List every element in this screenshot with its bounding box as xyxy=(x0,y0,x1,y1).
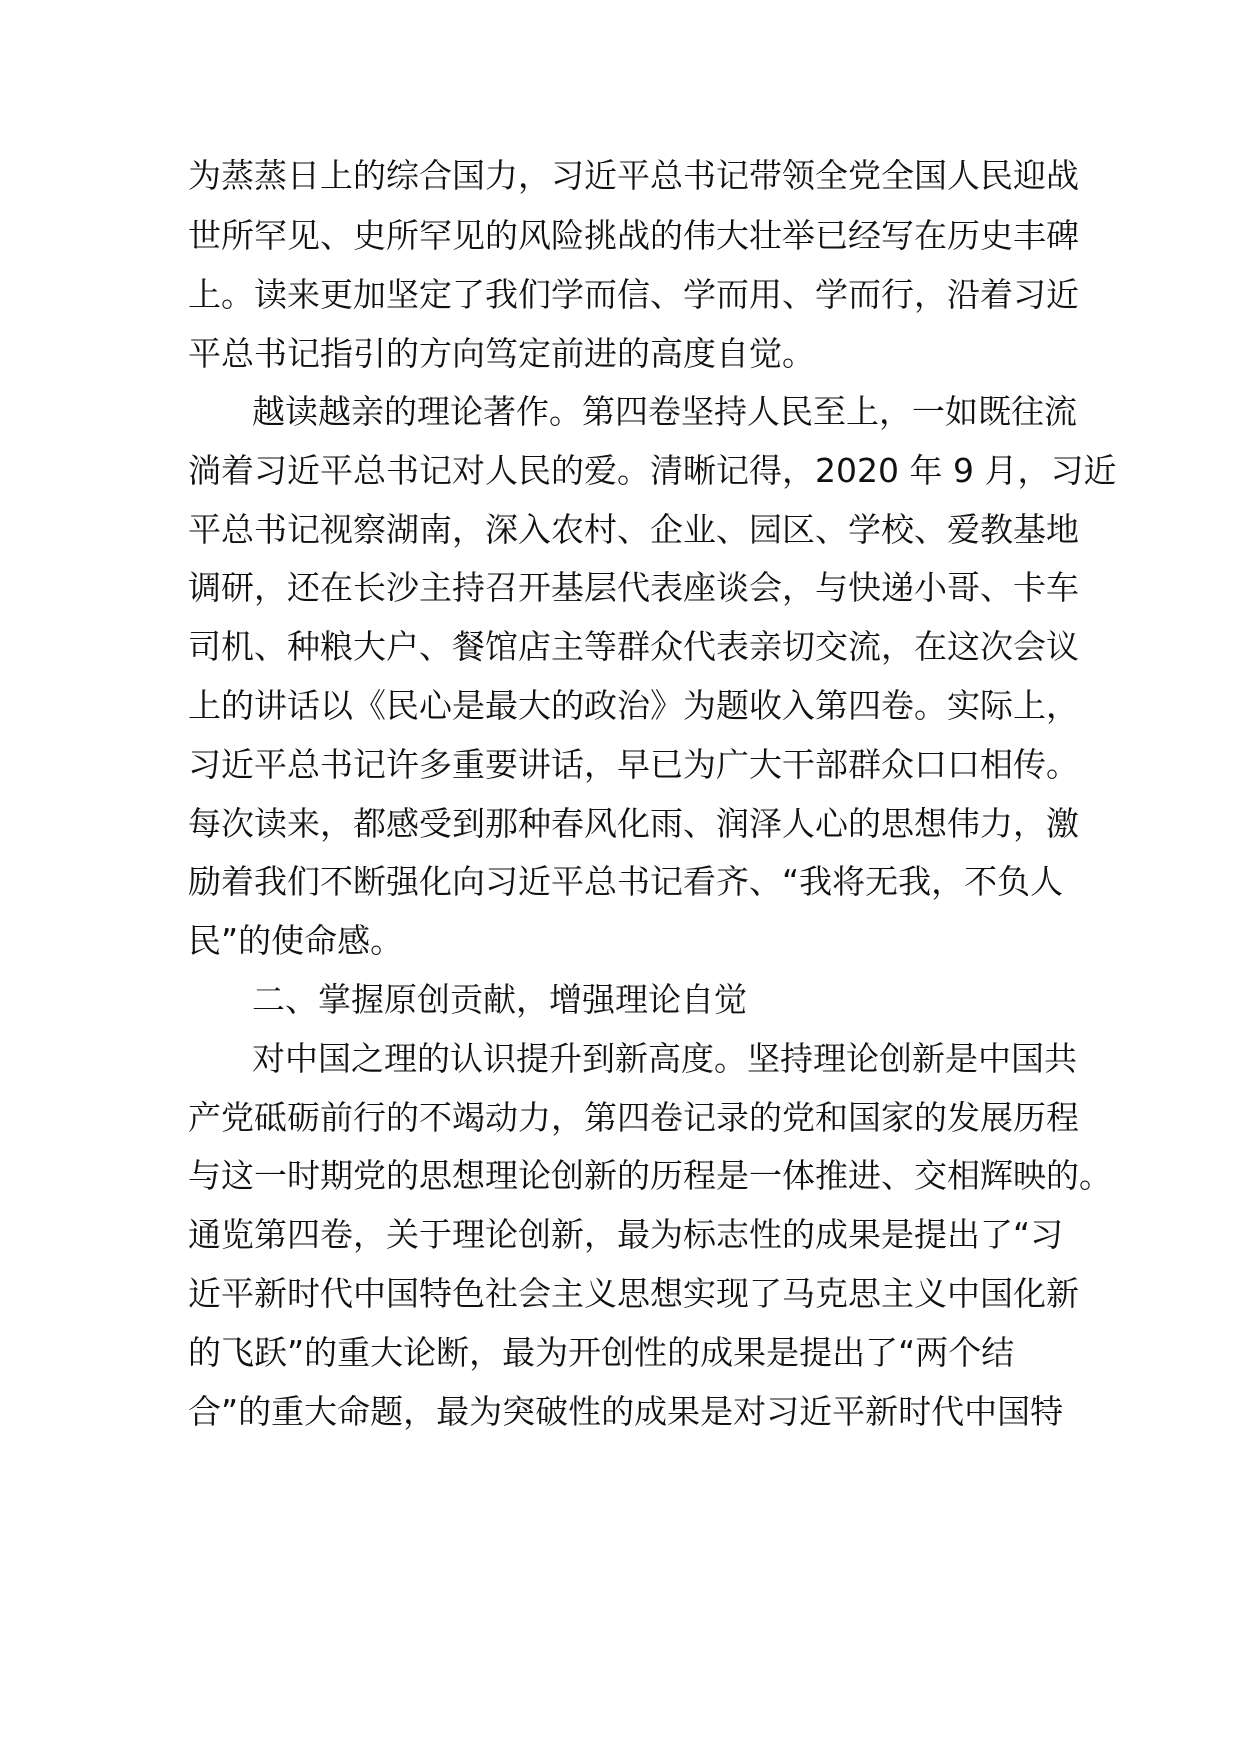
text-line-3: 上。读来更加坚定了我们学而信、学而用、学而行，沿着习近 xyxy=(188,275,1079,314)
text-line-11: 习近平总书记许多重要讲话，早已为广大干部群众口口相传。 xyxy=(188,745,1079,784)
text-line-8: 调研，还在长沙主持召开基层代表座谈会，与快递小哥、卡车 xyxy=(188,568,1079,607)
text-line-22: 合”的重大命题，最为突破性的成果是对习近平新时代中国特 xyxy=(188,1392,1064,1431)
text-line-17: 产党砥砺前行的不竭动力，第四卷记录的党和国家的发展历程 xyxy=(188,1098,1079,1137)
text-line-14: 民”的使命感。 xyxy=(188,921,404,960)
paragraph-start-line-2: 对中国之理的认识提升到新高度。坚持理论创新是中国共 xyxy=(252,1039,1077,1078)
text-line-19: 通览第四卷，关于理论创新，最为标志性的成果是提出了“习 xyxy=(188,1215,1064,1254)
text-line-21: 的飞跃”的重大论断，最为开创性的成果是提出了“两个结 xyxy=(188,1333,1015,1372)
text-line-6: 淌着习近平总书记对人民的爱。清晰记得，2020 年 9 月，习近 xyxy=(188,451,1117,490)
text-line-2: 世所罕见、史所罕见的风险挑战的伟大壮举已经写在历史丰碑 xyxy=(188,216,1079,255)
text-line-10: 上的讲话以《民心是最大的政治》为题收入第四卷。实际上， xyxy=(188,686,1079,725)
text-line-9: 司机、种粮大户、餐馆店主等群众代表亲切交流，在这次会议 xyxy=(188,627,1079,666)
text-line-1: 为蒸蒸日上的综合国力，习近平总书记带领全党全国人民迎战 xyxy=(188,156,1079,195)
text-line-20: 近平新时代中国特色社会主义思想实现了马克思主义中国化新 xyxy=(188,1274,1079,1313)
text-line-7: 平总书记视察湖南，深入农村、企业、园区、学校、爱教基地 xyxy=(188,510,1079,549)
section-heading: 二、掌握原创贡献，增强理论自觉 xyxy=(252,980,747,1019)
text-line-4: 平总书记指引的方向笃定前进的高度自觉。 xyxy=(188,334,815,373)
text-line-18: 与这一时期党的思想理论创新的历程是一体推进、交相辉映的。 xyxy=(188,1156,1112,1195)
text-line-13: 励着我们不断强化向习近平总书记看齐、“我将无我，不负人 xyxy=(188,862,1064,901)
paragraph-start-line: 越读越亲的理论著作。第四卷坚持人民至上，一如既往流 xyxy=(252,392,1077,431)
text-line-12: 每次读来，都感受到那种春风化雨、润泽人心的思想伟力，激 xyxy=(188,804,1079,843)
